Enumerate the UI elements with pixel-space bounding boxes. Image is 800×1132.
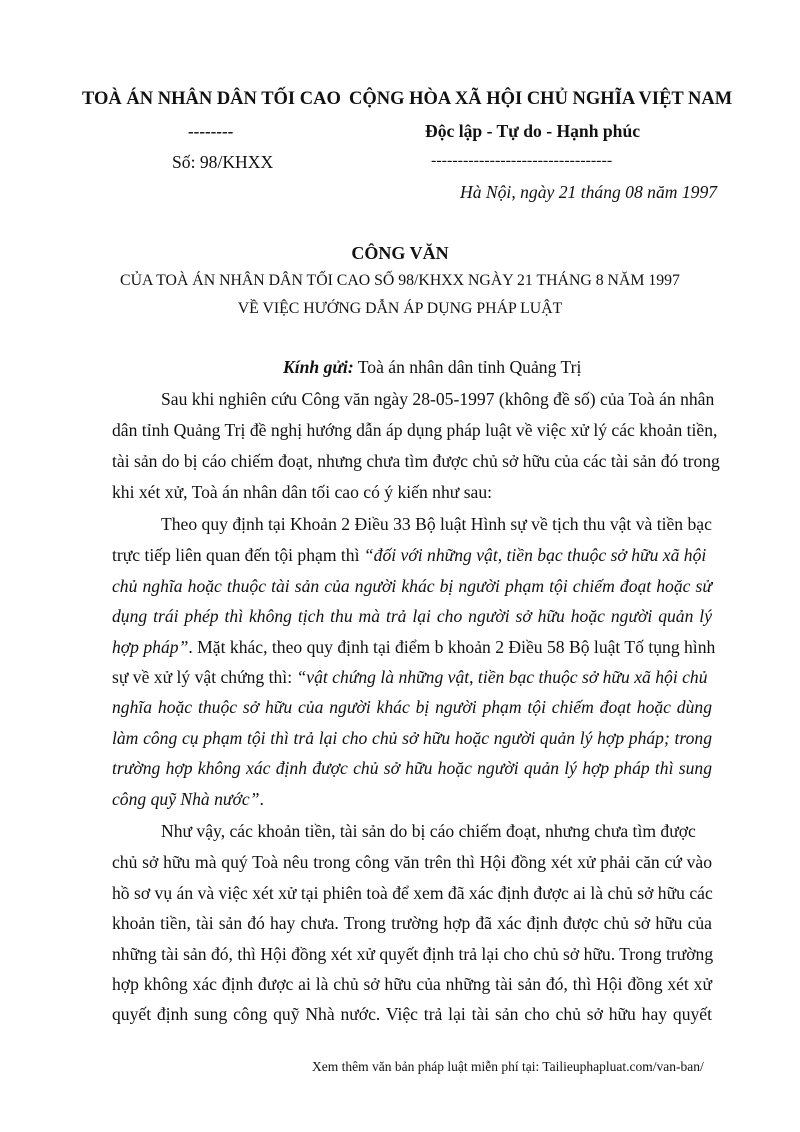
para1-line: dân tỉnh Quảng Trị đề nghị hướng dẫn áp dụng pháp luật về việc xử lý các khoản tiền,	[112, 420, 718, 440]
para3-line: hợp không xác định được ai là chủ sở hữu của những tài sản đó, thì Hội đồng xét xử	[112, 974, 712, 994]
para2-quote-line: chủ nghĩa hoặc thuộc tài sản của người khác bị người phạm tội chiếm đoạt hoặc sử	[112, 576, 712, 596]
para1-line: khi xét xử, Toà án nhân dân tối cao có ý kiến như sau:	[112, 482, 493, 502]
para1-line: Sau khi nghiên cứu Công văn ngày 28-05-1997 (không đề số) của Toà án nhân	[161, 389, 715, 409]
para2-quote-line: làm công cụ phạm tội thì trả lại cho chủ sở hữu hoặc người quản lý hợp pháp; trong	[112, 728, 712, 748]
document-type: CÔNG VĂN	[351, 243, 449, 263]
para2-line	[112, 545, 706, 566]
para3-line: hồ sơ vụ án và việc xét xử tại phiên toà để xem đã xác định được ai là chủ sở hữu các	[112, 883, 713, 903]
place-date: Hà Nội, ngày 21 tháng 08 năm 1997	[460, 182, 718, 202]
para2-quote: “vật chứng là những vật, tiền bạc thuộc sở hữu xã hội chủ	[296, 667, 708, 687]
left-separator: --------	[188, 122, 234, 141]
para2-line	[112, 667, 708, 688]
para2-quote-line: dụng trái phép thì không tịch thu mà trả lại cho người sở hữu hoặc người quản lý	[112, 606, 712, 626]
para2-quote: “đối với những vật, tiền bạc thuộc sở hữu xã hội	[363, 545, 707, 565]
para2-line	[112, 789, 264, 810]
national-motto: Độc lập - Tự do - Hạnh phúc	[425, 121, 641, 141]
document-subtitle-line1: CỦA TOÀ ÁN NHÂN DÂN TỐI CAO SỐ 98/KHXX NGÀY 21 THÁNG 8 NĂM 1997	[120, 272, 680, 289]
issuing-authority: TOÀ ÁN NHÂN DÂN TỐI CAO	[82, 89, 341, 109]
national-title: CỘNG HÒA XÃ HỘI CHỦ NGHĨA VIỆT NAM	[349, 89, 733, 109]
para2-text: .	[259, 789, 264, 809]
para2-quote: công quỹ Nhà nước”	[112, 789, 260, 809]
footer-note: Xem thêm văn bản pháp luật miễn phí tại: Tailieuphapluat.com/van-ban/	[312, 1059, 704, 1074]
para2-text: trực tiếp liên quan đến tội phạm thì	[112, 545, 364, 565]
recipient-label: Kính gửi:	[283, 357, 354, 377]
document-number: Số: 98/KHXX	[172, 152, 274, 172]
para2-quote: hợp pháp”	[112, 637, 189, 657]
document-subtitle-line2: VỀ VIỆC HƯỚNG DẪN ÁP DỤNG PHÁP LUẬT	[237, 300, 563, 317]
para3-line: quyết định sung công quỹ Nhà nước. Việc trả lại tài sản cho chủ sở hữu hay quyết	[112, 1004, 712, 1024]
para2-quote-line: trường hợp không xác định được chủ sở hữu hoặc người quản lý hợp pháp thì sung	[112, 758, 712, 778]
para3-line: chủ sở hữu mà quý Toà nêu trong công văn trên thì Hội đồng xét xử phải căn cứ vào	[112, 852, 712, 872]
para2-line: Theo quy định tại Khoản 2 Điều 33 Bộ luật Hình sự về tịch thu vật và tiền bạc	[161, 514, 712, 534]
para2-text: sự về xử lý vật chứng thì:	[112, 667, 297, 687]
right-separator: ----------------------------------	[431, 152, 613, 169]
para2-text: . Mặt khác, theo quy định tại điểm b khoản 2 Điều 58 Bộ luật Tố tụng hình	[188, 637, 716, 657]
para3-line: Như vậy, các khoản tiền, tài sản do bị cáo chiếm đoạt, nhưng chưa tìm được	[161, 821, 696, 841]
recipient-name: Toà án nhân dân tỉnh Quảng Trị	[357, 357, 582, 377]
para3-line: những tài sản đó, thì Hội đồng xét xử quyết định trả lại cho chủ sở hữu. Trong trường	[112, 944, 714, 964]
para1-line: tài sản do bị cáo chiếm đoạt, nhưng chưa tìm được chủ sở hữu của các tài sản đó trong	[112, 451, 720, 471]
para2-line	[112, 637, 715, 658]
para2-quote-line: nghĩa hoặc thuộc sở hữu của người khác bị người phạm tội chiếm đoạt hoặc dùng	[112, 697, 712, 717]
recipient-line	[283, 357, 581, 378]
para3-line: khoản tiền, tài sản đó hay chưa. Trong trường hợp đã xác định được chủ sở hữu của	[112, 913, 712, 933]
